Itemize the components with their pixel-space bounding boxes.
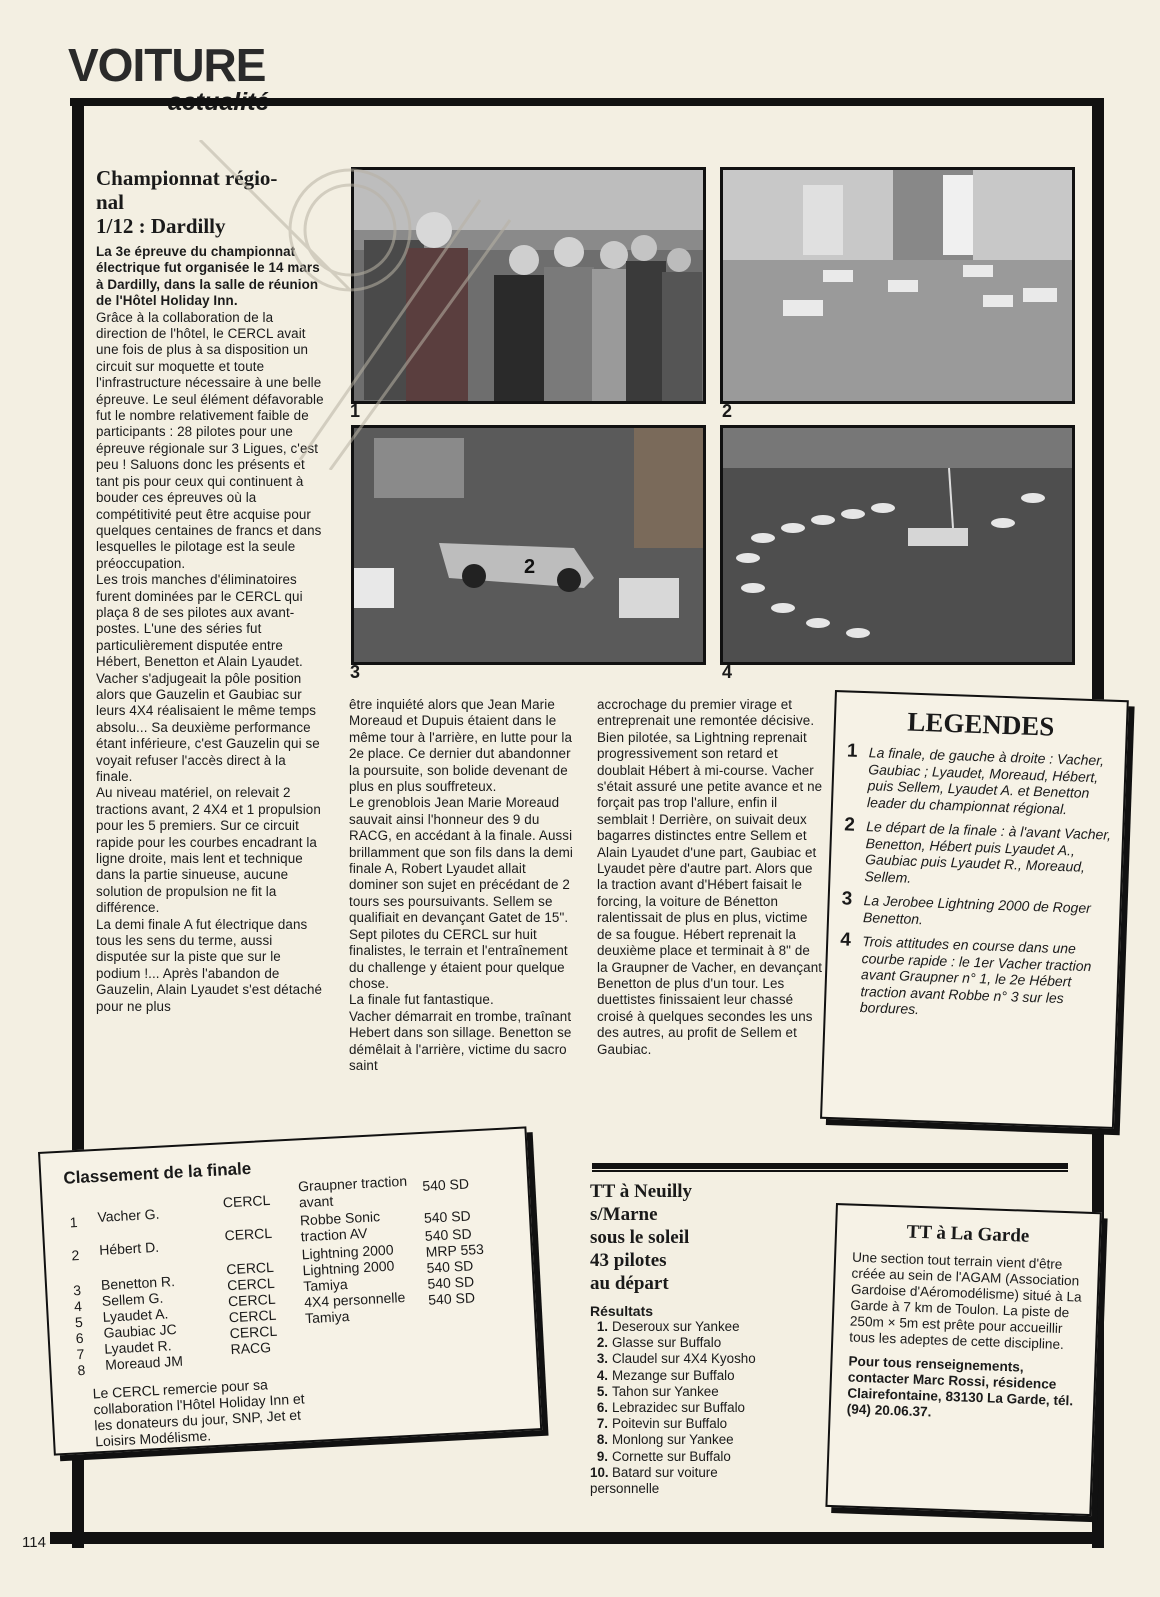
tt-garde-title: TT à La Garde xyxy=(906,1221,1030,1247)
legende-item xyxy=(837,888,1110,933)
classement-name: Hébert D. xyxy=(98,1238,160,1258)
classement-box xyxy=(38,1126,542,1455)
legendes-title: LEGENDES xyxy=(906,706,1055,742)
photo-1-number: 1 xyxy=(350,401,361,421)
classement-title: Classement de la finale xyxy=(62,1158,252,1188)
article-paragraph: La finale fut fantastique. xyxy=(349,992,494,1008)
classement-name: Vacher G. xyxy=(97,1205,160,1225)
page-number: 114 xyxy=(22,1534,46,1551)
photo-4-number: 4 xyxy=(722,662,733,682)
classement-motor: 540 SD xyxy=(427,1289,476,1308)
classement-motor: 540 SD xyxy=(426,1257,474,1276)
classement-motor: MRP 553 xyxy=(425,1240,485,1260)
result-item: 7. Poitevin sur Buffalo xyxy=(596,1416,728,1432)
classement-name: Moreaud JM xyxy=(104,1352,184,1373)
article-lead: La 3e épreuve du championnat électrique fut organisée le 14 mars à Dardilly, dans la salle de réunion de l'Hôtel Holiday Inn. xyxy=(96,244,320,309)
classement-thanks: Le CERCL remercie pour sa collaboration l'Hôtel Holiday Inn et les donateurs du jour, SNP, Jet et Loisirs Modélisme. xyxy=(92,1376,305,1450)
article-paragraph: Au niveau matériel, on relevait 2 tractions avant, 2 4X4 et 1 propulsion pour les 5 premiers. Sur ce circuit rapide pour les courbes encadrant la ligne droite, mais lent et technique dans la partie sinueuse, aucune solution de propulsion ne fit la différence. xyxy=(96,785,321,916)
tt-garde-contact: Pour tous renseignements, contacter Marc Rossi, résidence Clairefontaine, 83130 La Garde, tél. (94) 20.06.37. xyxy=(846,1353,1074,1420)
article-paragraph: Vacher démarrait en trombe, traînant Hebert dans son sillage. Benetton se démêlait à l'arrière, victime du sacro saint xyxy=(349,1008,572,1073)
article-paragraph: accrochage du premier virage et entreprenait une remontée décisive. xyxy=(597,697,815,729)
classement-car: Tamiya xyxy=(304,1307,350,1327)
photo-4-curve xyxy=(720,425,1075,665)
classement-club: CERCL xyxy=(224,1224,273,1244)
classement-club: CERCL xyxy=(229,1322,278,1342)
tt-neuilly-section xyxy=(590,1180,820,1497)
result-item: 9. Cornette sur Buffalo xyxy=(596,1448,731,1464)
classement-club: CERCL xyxy=(228,1306,277,1326)
masthead-title: VOITURE xyxy=(68,39,266,91)
article-paragraph: être inquiété alors que Jean Marie Moreaud et Dupuis étaient dans le même tour à l'arrière, en lutte pour la 2e place. Ce dernier dut abandonner la poursuite, son bolide devenant de plus en plus souffreteux. xyxy=(349,697,573,795)
classement-club: CERCL xyxy=(227,1290,276,1310)
classement-name: Sellem G. xyxy=(101,1289,164,1309)
tt-garde-body: Une section tout terrain vient d'être créée au sein de l'AGAM (Association Gardoise d'Aéromodélisme) situé à La Garde à 7 km de Toulon. La piste de 250m × 5m est prête pour accueillir tous les adeptes de cette discipline. xyxy=(849,1249,1082,1353)
result-item: 3. Claudel sur 4X4 Kyosho xyxy=(596,1351,756,1367)
legende-item xyxy=(841,740,1115,818)
classement-motor: 540 SD xyxy=(424,1225,472,1244)
photo-3-car xyxy=(351,425,706,665)
result-item: 2. Glasse sur Buffalo xyxy=(596,1335,722,1351)
article-column-2 xyxy=(349,697,576,1074)
article-column-1 xyxy=(96,166,324,1015)
classement-club: CERCL xyxy=(226,1274,276,1294)
legendes-box xyxy=(820,690,1129,1129)
legende-item xyxy=(834,929,1109,1024)
svg-text:2: 2 xyxy=(524,556,536,578)
legende-text: La finale, de gauche à droite : Vacher, Gaubiac ; Lyaudet, Moreaud, Hébert, puis Sellem, Lyaudet A. et Benetton leader du championnat régional. xyxy=(866,744,1105,817)
classement-position: 4 xyxy=(73,1297,83,1315)
article-paragraph: Le grenoblois Jean Marie Moreaud sauvait ainsi l'honneur des 9 du RACG, en accédant à la finale. Aussi brillamment que son fils dans la demi finale A, Robert Lyaudet allait dominer son sujet en précédant de 2 tours ses poursuivants. Sellem se qualifiait en devançant Gatet de 15". Sept pilotes du CERCL sur huit finalistes, le terrain et l'entraînement du challenge y étaient pour quelque chose. xyxy=(349,795,574,991)
classement-position: 3 xyxy=(72,1281,82,1299)
classement-name: Lyaudet A. xyxy=(102,1305,169,1325)
article-title: Championnat régio- nal 1/12 : Dardilly xyxy=(96,166,278,238)
article-column-3 xyxy=(597,697,823,1058)
results-title: Résultats xyxy=(590,1303,654,1319)
result-item: 1. Deseroux sur Yankee xyxy=(596,1319,740,1334)
article-paragraph: La demi finale A fut électrique dans tous les sens du terme, aussi disputée sur la piste que sur le podium !... Après l'abandon de Gauzelin, Alain Lyaudet s'est détaché pour ne plus xyxy=(96,916,323,1014)
result-item: 10. Batard sur voiture personnelle xyxy=(590,1464,718,1497)
frame-top-border xyxy=(70,98,1104,106)
article-paragraph: Les trois manches d'éliminatoires furent dominées par le CERCL qui plaça 8 de ses pilotes aux avant-postes. L'une des séries fut particulièrement disputée entre Hébert, Benetton et Alain Lyaudet. Vacher s'adjugeait la pôle position alors que Gauzelin et Gaubiac sur leurs 4X4 réalisaient le même temps absolu... Sa deuxième performance étant inférieure, c'est Gauzelin qui se voyait refuser l'accès direct à la finale. xyxy=(96,572,320,784)
classement-motor: 540 SD xyxy=(421,1175,470,1194)
section-rule-thin xyxy=(592,1170,1068,1172)
result-item: 4. Mezange sur Buffalo xyxy=(596,1367,735,1383)
result-item: 6. Lebrazidec sur Buffalo xyxy=(596,1400,745,1416)
classement-position: 6 xyxy=(75,1329,85,1347)
classement-car: Lightning 2000 xyxy=(301,1241,394,1263)
result-item: 5. Tahon sur Yankee xyxy=(596,1383,719,1399)
tt-neuilly-title: TT à Neuilly s/Marne sous le soleil 43 pilotes au départ xyxy=(590,1181,693,1294)
result-item: 8. Monlong sur Yankee xyxy=(596,1432,734,1448)
legende-item xyxy=(838,814,1112,892)
photo-2-start xyxy=(720,167,1075,404)
classement-position: 5 xyxy=(74,1313,84,1331)
classement-club: CERCL xyxy=(222,1191,271,1211)
classement-position: 8 xyxy=(77,1361,86,1379)
photo-2-number: 2 xyxy=(722,401,733,421)
classement-car: Tamiya xyxy=(302,1275,349,1295)
legende-number: 2 xyxy=(843,814,856,836)
photo-3-number: 3 xyxy=(350,662,361,682)
frame-bottom-border xyxy=(50,1532,1104,1544)
classement-club: CERCL xyxy=(225,1258,275,1278)
legende-text: La Jerobee Lightning 2000 de Roger Benetton. xyxy=(862,892,1092,927)
legende-text: Le départ de la finale : à l'avant Vacher, Benetton, Hébert puis Lyaudet A., Gaubiac puis Lyaudet R., Moreaud, Sellem. xyxy=(864,818,1112,886)
classement-club: RACG xyxy=(230,1339,272,1358)
tt-garde-box xyxy=(825,1203,1101,1516)
legende-number: 1 xyxy=(846,740,858,762)
classement-car: Robbe Sonic traction AV xyxy=(299,1208,381,1245)
photo-1-drivers xyxy=(351,167,706,404)
classement-position: 2 xyxy=(71,1246,80,1264)
classement-car: 4X4 personnelle xyxy=(303,1288,406,1311)
classement-position: 1 xyxy=(69,1214,78,1231)
classement-car: Lightning 2000 xyxy=(302,1257,395,1279)
legende-text: Trois attitudes en course dans une courbe rapide : le 1er Vacher traction avant Graupner n° 1, le 2e Hébert traction avant Robbe n° 3 sur les bordures. xyxy=(859,933,1092,1018)
section-rule xyxy=(592,1163,1068,1169)
classement-motor: 540 SD xyxy=(427,1273,475,1292)
classement-car: Graupner traction avant xyxy=(297,1172,408,1211)
legende-number: 3 xyxy=(841,888,853,910)
classement-name: Gaubiac JC xyxy=(103,1320,178,1341)
article-paragraph: Grâce à la collaboration de la direction de l'hôtel, le CERCL avait une fois de plus à sa disposition un circuit sur moquette et toute l'infrastructure nécessaire à une belle épreuve. Le seul élément défavorable fut le nombre relativement faible de participants : 28 pilotes pour une épreuve régionale sur 3 Ligues, c'est peu ! Saluons donc les présents et tant pis pour ceux qui continuent à bouder ces épreuves où la compétitivité peut être acquise pour quelques centaines de francs et dans lesquelles le pilotage est la seule préoccupation. xyxy=(96,309,324,571)
classement-name: Lyaudet R. xyxy=(103,1337,172,1357)
article-paragraph: Bien pilotée, sa Lightning reprenait progressivement son retard et doublait Hébert à mi-course. Vacher s'était assuré une petite avance et ne forçait pas trop l'allure, enfin il semblait ! Derrière, on suivait deux bagarres distinctes entre Sellem et Alain Lyaudet d'une part, Gaubiac et Lyaudet père d'autre part. Alors que la traction avant d'Hébert faisait le forcing, la voiture de Bénetton ralentissait de plus en plus, victime de sa fougue. Hébert reprenait la deuxième place et terminait à 8" de la Graupner de Vacher, en devançant Benetton de plus d'un tour. Les duettistes finissaient leur chassé croisé à quelques secondes les uns des autres, au profit de Sellem et Gaubiac. xyxy=(597,729,823,1057)
classement-motor: 540 SD xyxy=(423,1207,472,1226)
legende-number: 4 xyxy=(839,929,852,951)
classement-name: Benetton R. xyxy=(100,1273,176,1293)
classement-position: 7 xyxy=(76,1345,85,1363)
